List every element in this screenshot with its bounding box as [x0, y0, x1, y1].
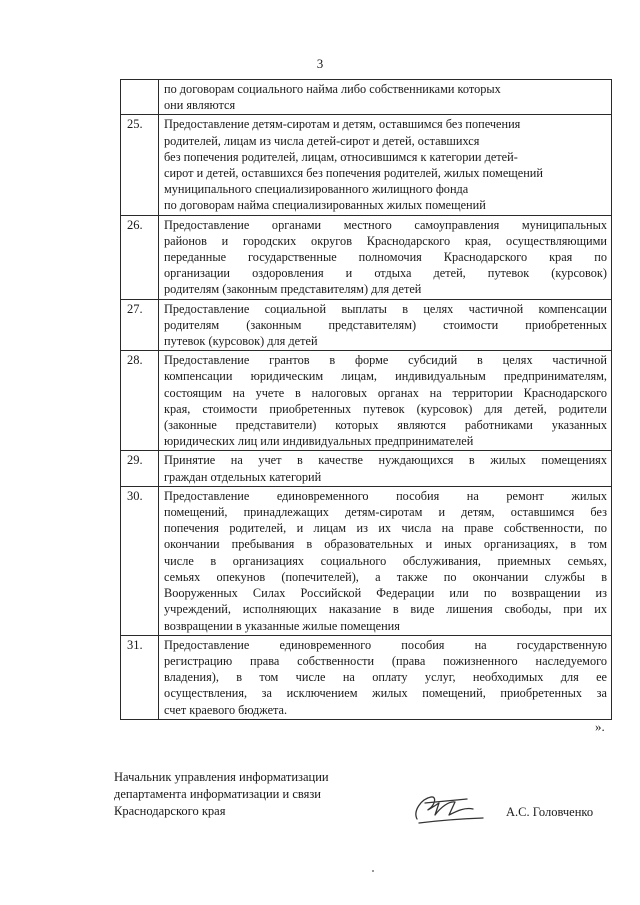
- row-text-line: путевок (курсовок) для детей: [164, 334, 318, 349]
- row-text-line: счет краевого бюджета.: [164, 702, 288, 717]
- closing-quote: ».: [595, 719, 605, 734]
- row-number: 26.: [121, 215, 159, 299]
- row-text-line: возвращении в указанные жилые помещения: [164, 618, 400, 633]
- row-text-line: переданные государственные полномочия Краснодарского края по: [164, 250, 607, 265]
- row-number: 25.: [121, 115, 159, 215]
- row-text-line: учреждений, исполняющих наказание в виде лишения свободы, при их: [164, 602, 607, 617]
- row-text-line: (законные представители) которых являются работниками указанных: [164, 418, 607, 433]
- signatory-position-line: Начальник управления информатизации: [114, 770, 329, 784]
- row-text-line: Принятие на учет в качестве нуждающихся в жилых помещениях: [164, 453, 607, 468]
- row-number: 31.: [121, 635, 159, 719]
- row-text-line: муниципального специализированного жилищного фонда: [164, 182, 469, 197]
- row-text: [159, 486, 612, 635]
- row-text-line: родителям (законным представителям) стоимости приобретенных: [164, 317, 607, 332]
- row-text-line: состоящим на учете в налоговых органах на территории Краснодарского: [164, 385, 607, 400]
- table-row: [121, 80, 612, 115]
- table-row: [121, 115, 612, 215]
- row-text: [159, 635, 612, 719]
- row-text-line: Предоставление единовременного пособия на государственную: [164, 637, 607, 652]
- row-text-line: Вооруженных Силах Российской Федерации или по возвращении из: [164, 586, 607, 601]
- row-text-line: помещений, принадлежащих детям-сиротам и детям, оставшимся без: [164, 505, 607, 520]
- row-text-line: они являются: [164, 98, 236, 113]
- row-text-line: сирот и детей, оставшихся без попечения родителей, жилых помещений: [164, 166, 543, 181]
- row-text-line: семьях опекунов (попечителей), а также по окончании службы в: [164, 569, 607, 584]
- row-text-line: числе в организациях социального обслуживания, приемных семьях,: [164, 553, 607, 568]
- table-row: [121, 635, 612, 719]
- row-text-line: владения), в том числе на оплату услуг, необходимых для ее: [164, 670, 607, 685]
- row-number: 28.: [121, 351, 159, 451]
- row-text: [159, 351, 612, 451]
- services-table: [120, 79, 612, 720]
- signatory-name: А.С. Головченко: [506, 805, 594, 819]
- page-speck: [372, 870, 374, 872]
- row-text-line: Предоставление социальной выплаты в целях частичной компенсации: [164, 301, 607, 316]
- row-text-line: организации оздоровления и отдыха детей, путевок (курсовок): [164, 266, 607, 281]
- table-row: [121, 215, 612, 299]
- row-text-line: граждан отдельных категорий: [164, 469, 322, 484]
- row-number: [121, 80, 159, 115]
- signatory-position: [114, 769, 329, 820]
- page-number: 3: [316, 56, 324, 71]
- row-text-line: компенсации юридическим лицам, индивидуальным предпринимателям,: [164, 369, 607, 384]
- row-text-line: осуществления, за исключением жилых помещений, приобретенных за: [164, 686, 607, 701]
- table-row: [121, 351, 612, 451]
- row-text: [159, 215, 612, 299]
- row-number: 27.: [121, 299, 159, 351]
- signatory-position-line: Краснодарского края: [114, 804, 226, 818]
- signatory-position-line: департамента информатизации и связи: [114, 787, 321, 801]
- row-text: [159, 451, 612, 486]
- row-text-line: окончании пребывания в образовательных и иных организациях, в том: [164, 537, 607, 552]
- row-text-line: Предоставление детям-сиротам и детям, оставшимся без попечения: [164, 117, 521, 132]
- row-text-line: Предоставление органами местного самоуправления муниципальных: [164, 217, 607, 232]
- row-text-line: родителей, лицам из числа детей-сирот и детей, оставшихся: [164, 133, 480, 148]
- row-text: [159, 115, 612, 215]
- row-text-line: Предоставление грантов в форме субсидий в целях частичной: [164, 353, 607, 368]
- row-text-line: по договорам найма специализированных жилых помещений: [164, 198, 486, 213]
- row-text-line: районов и городских округов Краснодарского края, осуществляющими: [164, 233, 607, 248]
- services-table-body: [121, 80, 612, 720]
- table-row: [121, 299, 612, 351]
- table-row: [121, 451, 612, 486]
- row-text-line: Предоставление единовременного пособия на ремонт жилых: [164, 488, 607, 503]
- row-text-line: без попечения родителей, лицам, относившимся к категории детей-: [164, 149, 518, 164]
- row-text-line: по договорам социального найма либо собственниками которых: [164, 82, 501, 96]
- row-text-line: регистрацию права собственности (права пожизненного наследуемого: [164, 653, 607, 668]
- row-number: 30.: [121, 486, 159, 635]
- row-text-line: родителям (законным представителям) для детей: [164, 282, 422, 297]
- row-text-line: юридических лиц или индивидуальных предпринимателей: [164, 434, 474, 449]
- row-text: [159, 299, 612, 351]
- handwritten-signature: [405, 785, 495, 835]
- row-text-line: края, стоимости приобретенных путевок (курсовок) для детей, родители: [164, 401, 607, 416]
- row-number: 29.: [121, 451, 159, 486]
- row-text-line: попечения родителей, и лицам из их числа на праве собственности, по: [164, 521, 607, 536]
- table-row: [121, 486, 612, 635]
- row-text: [159, 80, 612, 115]
